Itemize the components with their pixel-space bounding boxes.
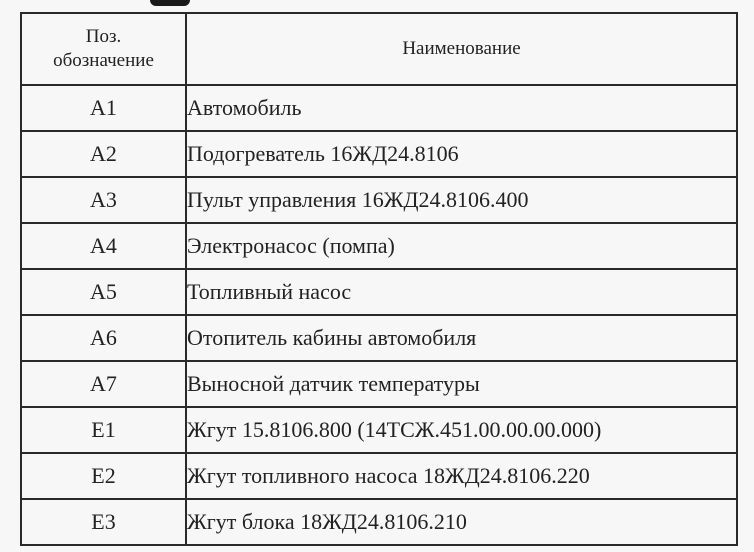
header-name-cell bbox=[186, 13, 737, 85]
position-cell: A1 bbox=[21, 85, 186, 131]
position-cell: A7 bbox=[21, 361, 186, 407]
table-row bbox=[21, 407, 737, 453]
position-cell: E2 bbox=[21, 453, 186, 499]
name-cell: Жгут топливного насоса 18ЖД24.8106.220 bbox=[186, 453, 737, 499]
components-table bbox=[20, 12, 738, 546]
table-row bbox=[21, 453, 737, 499]
table-row bbox=[21, 131, 737, 177]
name-cell: Электронасос (помпа) bbox=[186, 223, 737, 269]
header-position-line1: Поз. bbox=[85, 26, 122, 47]
name-cell: Пульт управления 16ЖД24.8106.400 bbox=[186, 177, 737, 223]
table-row bbox=[21, 499, 737, 545]
position-cell: A6 bbox=[21, 315, 186, 361]
table-row bbox=[21, 85, 737, 131]
table-row bbox=[21, 223, 737, 269]
table-row bbox=[21, 315, 737, 361]
position-cell: A2 bbox=[21, 131, 186, 177]
name-cell: Автомобиль bbox=[186, 85, 737, 131]
name-cell: Подогреватель 16ЖД24.8106 bbox=[186, 131, 737, 177]
position-cell: E3 bbox=[21, 499, 186, 545]
name-cell: Топливный насос bbox=[186, 269, 737, 315]
table-row bbox=[21, 361, 737, 407]
name-cell: Выносной датчик температуры bbox=[186, 361, 737, 407]
table-row bbox=[21, 269, 737, 315]
header-name-label: Наименование bbox=[402, 38, 521, 59]
name-cell: Отопитель кабины автомобиля bbox=[186, 315, 737, 361]
header-position-line2: обозначение bbox=[53, 50, 154, 71]
name-cell: Жгут 15.8106.800 (14ТСЖ.451.00.00.00.000) bbox=[186, 407, 737, 453]
table-header-row bbox=[21, 13, 737, 85]
position-cell: A4 bbox=[21, 223, 186, 269]
header-position-cell bbox=[21, 13, 186, 85]
position-cell: E1 bbox=[21, 407, 186, 453]
position-cell: A3 bbox=[21, 177, 186, 223]
decorative-mark bbox=[150, 0, 190, 6]
name-cell: Жгут блока 18ЖД24.8106.210 bbox=[186, 499, 737, 545]
position-cell: A5 bbox=[21, 269, 186, 315]
table-row bbox=[21, 177, 737, 223]
